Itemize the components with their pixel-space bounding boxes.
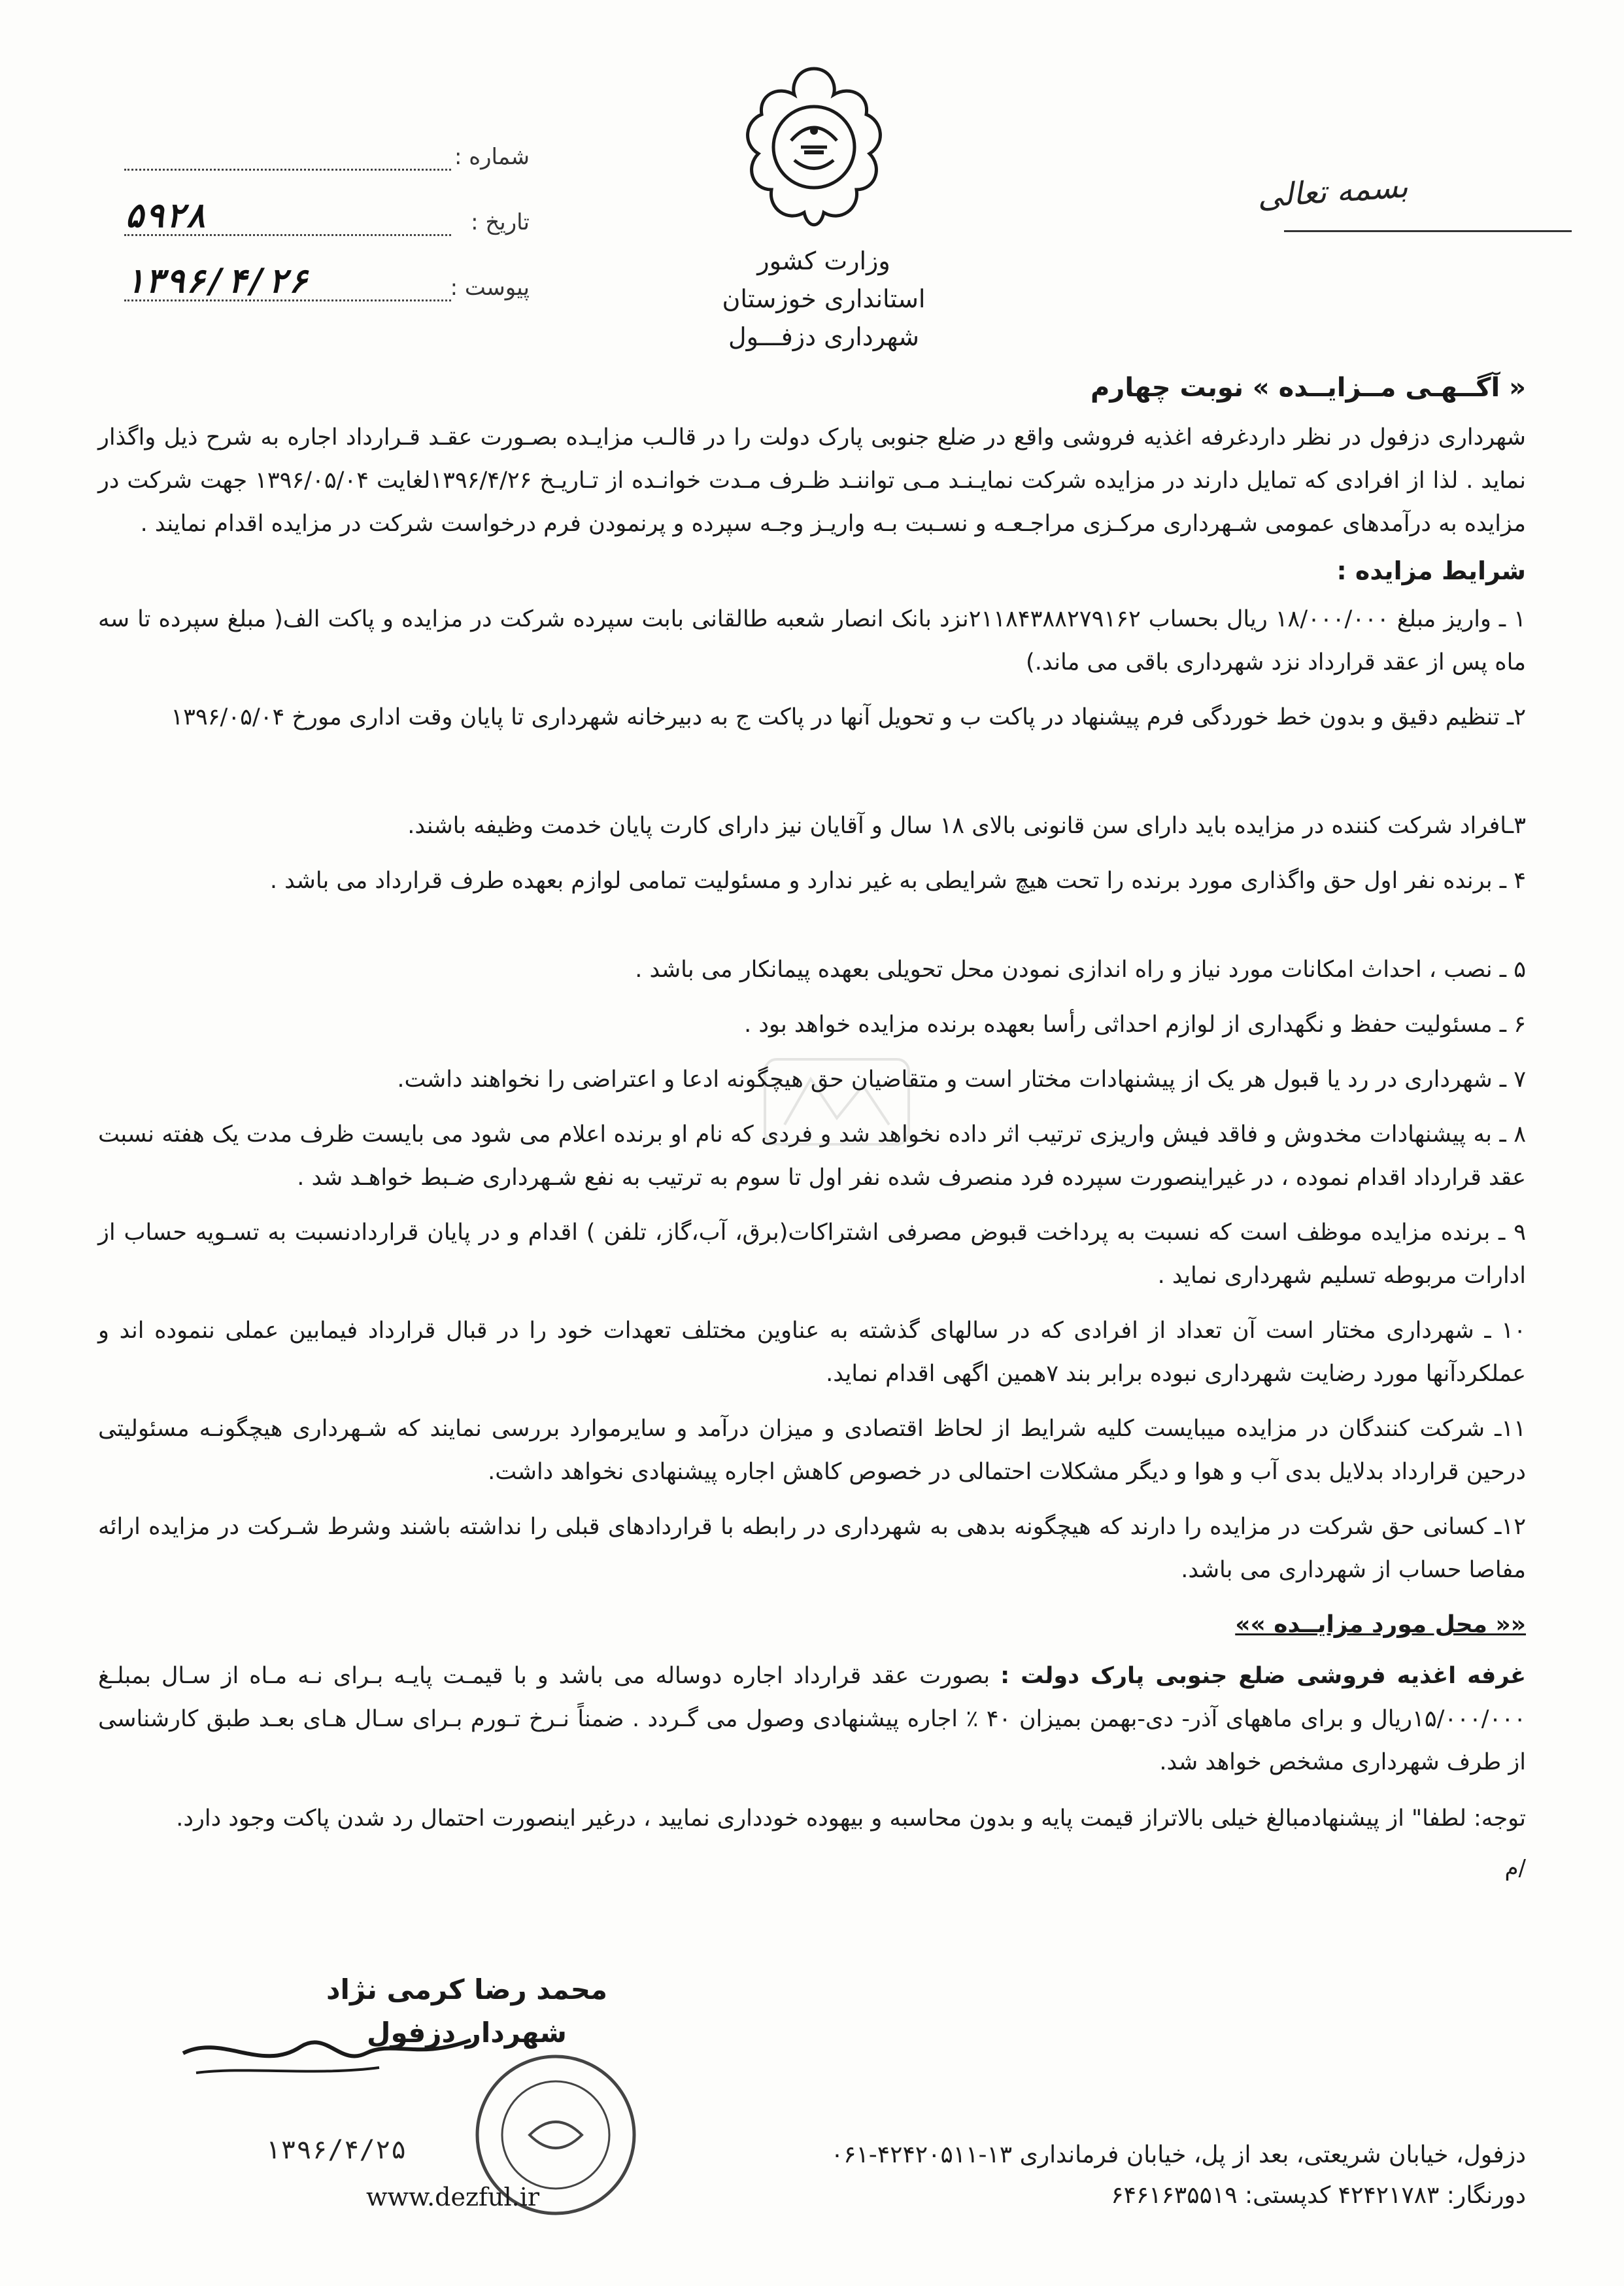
condition-item-2: ۲ـ تنظیم دقیق و بدون خط خوردگی فرم پیشنهاد در پاکت ب و تحویل آنها در پاکت ج به دبیرخانه شهرداری تا پایان وقت اداری مورخ ۱۳۹۶/۰۵/۰۴ xyxy=(171,704,1526,730)
number-line xyxy=(124,169,451,171)
handwritten-underline xyxy=(1284,230,1572,232)
condition-item-7: ۷ ـ شهرداری در رد یا قبول هر یک از پیشنهادات مختار است و متقاضیان حق هیچگونه ادعا و اعتراضی را نخواهند داشت. xyxy=(397,1066,1526,1093)
signatory-name: محمد رضا کرمی نژاد xyxy=(326,1973,607,2005)
attachment-row xyxy=(98,262,530,327)
issuer-block xyxy=(686,242,961,356)
notice-body xyxy=(98,366,1526,1890)
condition-item-5: ۵ ـ نصب ، احداث امکانات مورد نیاز و راه اندازی نمودن محل تحویلی بعهده پیمانکار می باشد . xyxy=(635,957,1526,983)
condition-item-4: ۴ ـ برنده نفر اول حق واگذاری مورد برنده را تحت هیچ شرایطی به غیر ندارد و مسئولیت تمامی لوازم بعهده طرف قرارداد می باشد . xyxy=(269,868,1526,894)
province-name: استانداری خوزستان xyxy=(722,284,926,313)
footer-stamp-date: ۱۳۹۶/۴/۲۵ xyxy=(265,2135,407,2165)
auction-location-heading: «« محل مورد مزایــده »» xyxy=(1235,1611,1526,1638)
letter-meta xyxy=(98,131,530,327)
auction-location-text: بصورت عقد قرارداد اجاره دوساله می باشد و با قیمـت پایـه بـرای نـه مـاه از سـال بمبلـغ ۱۵/۰۰۰/۰۰۰ریال و برای ماههای آذر- دی-بهمن بمیزان ۴۰ ٪ اجاره پیشنهادی وصول می گـردد . ضمناً نـرخ تـورم بـرای سـال هـای بعـد طبق کارشناسی از طرف شهرداری مشخص خواهد شد. xyxy=(98,1663,1526,1775)
signature-scribble-icon xyxy=(170,1994,484,2099)
footer-contact xyxy=(831,2135,1526,2216)
number-row xyxy=(98,131,530,196)
ministry-name: وزارت کشور xyxy=(757,247,890,275)
notice-title: « آگــهـی مــزایــده » نوبت چهارم xyxy=(1090,373,1526,403)
footer-fax-postal: دورنگار: ۴۲۴۲۱۷۸۳ کدپستی: ۶۴۶۱۶۳۵۵۱۹ xyxy=(1111,2182,1526,2209)
footer-address: دزفول، خیابان شریعتی، بعد از پل، خیابان فرمانداری ۱۳-۴۲۴۲۰۵۱۱-۰۶۱ xyxy=(830,2141,1526,2168)
date-label: تاریخ : xyxy=(471,209,530,235)
condition-item-6: ۶ ـ مسئولیت حفظ و نگهداری از لوازم احداثی رأسا بعهده برنده مزایده خواهد بود . xyxy=(744,1012,1526,1038)
date-value: ۵۹۲۸ xyxy=(124,196,207,235)
date-row xyxy=(98,196,530,262)
condition-item-11: ۱۱ـ شرکت کنندگان در مزایده میبایست کلیه شرایط از لحاظ اقتصادی و میزان درآمد و سایرموارد بررسی نمایند که شـهرداری هیچگونـه مسئولیتی درحین قرارداد بدلایل بدی آب و هوا و دیگر مشکلات احتمالی در خصوص کاهش اجاره پیشنهادی نخواهد داشت. xyxy=(98,1416,1526,1485)
caution-note: توجه: لطفا" از پیشنهادمبالغ خیلی بالاتراز قیمت پایه و بدون محاسبه و بیهوده خودداری نمایید ، درغیر اینصورت احتمال رد شدن پاکت وجود دارد. xyxy=(176,1805,1526,1832)
auction-location-paragraph xyxy=(98,1654,1526,1784)
footer-website-link[interactable]: www.dezful.ir xyxy=(366,2183,540,2211)
signatory-title: شهردار دزفول xyxy=(367,2017,567,2049)
condition-item-3: ۳ـافراد شرکت کننده در مزایده باید دارای سن قانونی بالای ۱۸ سال و آقایان نیز دارای کارت پایان خدمت وظیفه باشند. xyxy=(407,813,1526,839)
number-label: شماره : xyxy=(454,144,530,170)
auction-location-name: غرفه اغذیه فروشی ضلع جنوبی پارک دولت : xyxy=(1000,1663,1526,1689)
condition-item-1: ۱ ـ واریز مبلغ ۱۸/۰۰۰/۰۰۰ ریال بحساب ۲۱۱۸۴۳۸۸۲۷۹۱۶۲نزد بانک انصار شعبه طالقانی بابت سپرده شرکت در مزایده و پاکت الف( مبلغ سپرده تا سه ماه پس از عقد قرارداد نزد شهرداری باقی می ماند.) xyxy=(98,606,1526,675)
municipality-emblem-icon xyxy=(739,62,889,252)
condition-item-12: ۱۲ـ کسانی حق شرکت در مزایده را دارند که هیچگونه بدهی به شهرداری در رابطه با قراردادهای قبلی را نداشته باشند وشرط شـرکت در مزایده ارائه مفاصا حساب از شهرداری می باشد. xyxy=(98,1514,1526,1583)
municipality-name: شهرداری دزفـــول xyxy=(728,322,920,351)
attachment-value: ۱۳۹۶/۴/۲۶ xyxy=(124,262,309,301)
condition-item-10: ۱۰ ـ شهرداری مختار است آن تعداد از افرادی که در سالهای گذشته به عناوین مختلف تعهدات خود را در قبال قرارداد فیمابین عملی ننموده اند و عملکردآنها مورد رضایت شهرداری نبوده برابر بند ۷همین اگهی اقدام نماید. xyxy=(98,1318,1526,1387)
conditions-heading: شرایط مزایده : xyxy=(1336,556,1526,585)
typist-mark: /م xyxy=(1504,1855,1526,1881)
condition-item-8: ۸ ـ به پیشنهادات مخدوش و فاقد فیش واریزی ترتیب اثر داده نخواهد شد و فردی که نام او برنده اعلام می شود می بایست ظرف مدت یک هفته نسبت عقد قرارداد اقدام نموده ، در غیراینصورت سپرده فرد منصرف شده نفر اول تا سوم به ترتیب به نفع شـهرداری ضـبط خواهـد شد . xyxy=(98,1121,1526,1191)
notice-intro: شهرداری دزفول در نظر داردغرفه اغذیه فروشی واقع در ضلع جنوبی پارک دولت را در قالـب مزایـده بصـورت عقـد قـرارداد اجاره به شرح ذیل واگذار نماید . لذا از افرادی که تمایل دارند در مزایده شرکت نمایـنـد مـی تواننـد ظـرف مـدت خوانـده از تـاریـخ ۱۳۹۶/۴/۲۶لغایت ۱۳۹۶/۰۵/۰۴ جهت شرکت در مزایده به درآمدهای عمومی شـهرداری مرکـزی مراجـعـه و نسـبت بـه واریـز وجـه سپرده و پرنمودن فرم درخواست شرکت در مزایده اقدام نمایند . xyxy=(98,424,1527,537)
attachment-label: پیوست : xyxy=(450,275,530,301)
condition-item-9: ۹ ـ برنده مزایده موظف است که نسبت به پرداخت قبوض مصرفی اشتراکات(برق، آب،گاز، تلفن ) اقدام و در پایان قراردادنسبت به تسـویه حساب از ادارات مربوطه تسلیم شهرداری نماید . xyxy=(98,1220,1526,1289)
handwritten-note: بسمه تعالی xyxy=(1256,168,1410,215)
